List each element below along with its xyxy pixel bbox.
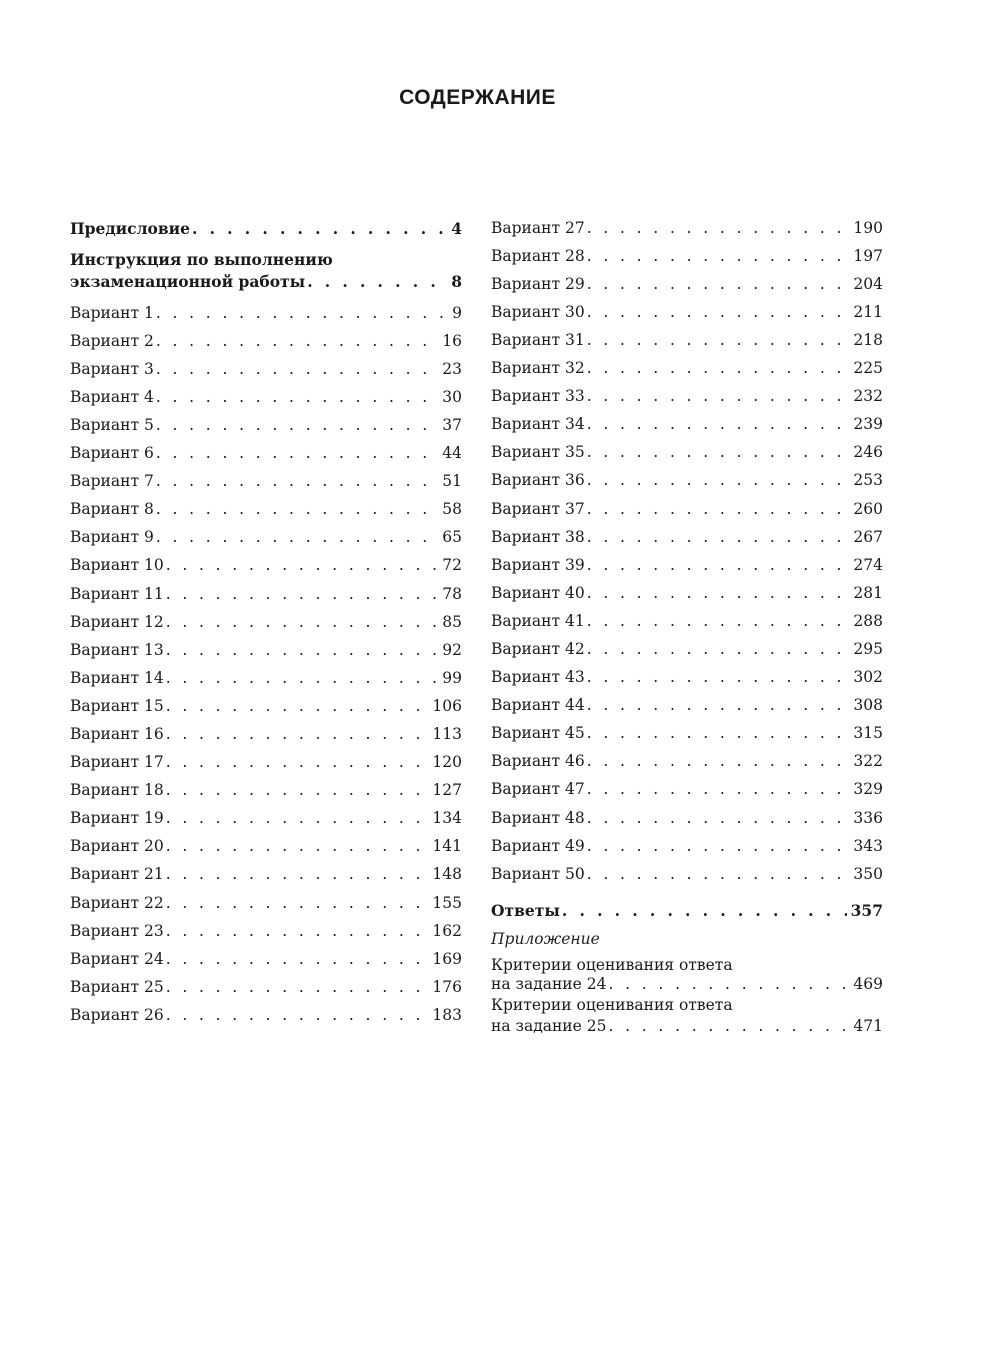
- toc-entry-label: Вариант 39: [491, 555, 585, 574]
- toc-entry-page: 78: [442, 584, 462, 603]
- toc-entry-page: 274: [853, 555, 883, 574]
- leader-dots: [587, 867, 850, 883]
- toc-entry-variant[interactable]: [70, 658, 462, 686]
- toc-entry-page: 9: [452, 303, 462, 322]
- leader-dots: [587, 249, 850, 265]
- toc-entry-page: 232: [853, 387, 883, 406]
- leader-dots: [166, 1008, 429, 1024]
- toc-entry-variant[interactable]: [70, 714, 462, 742]
- toc-entry-page: 302: [853, 668, 883, 687]
- toc-entry-page: 4: [451, 218, 462, 238]
- toc-entry-label: Вариант 36: [491, 471, 585, 490]
- toc-entry-label: Вариант 10: [70, 556, 164, 575]
- toc-entry-page: 72: [442, 556, 462, 575]
- toc-entry-label: Вариант 38: [491, 527, 585, 546]
- toc-entry-variant[interactable]: [491, 236, 883, 264]
- toc-entry-page: 155: [432, 893, 462, 912]
- leader-dots: [587, 389, 850, 405]
- toc-entry-page: 315: [853, 724, 883, 743]
- leader-dots: [166, 811, 429, 827]
- toc-entry-label: Вариант 5: [70, 415, 154, 434]
- toc-entry-page: 92: [442, 640, 462, 659]
- toc-entry-label: Вариант 6: [70, 444, 154, 463]
- toc-entry-page: 44: [442, 444, 462, 463]
- toc-entry-label: Вариант 20: [70, 837, 164, 856]
- leader-dots: [156, 334, 438, 350]
- toc-entry-page: 8: [451, 271, 462, 291]
- toc-entry-variant[interactable]: [70, 349, 462, 377]
- leader-dots: [587, 754, 850, 770]
- toc-entry-variant[interactable]: [491, 405, 883, 433]
- toc-entry-label: Вариант 25: [70, 977, 164, 996]
- toc-entry-variant[interactable]: [70, 405, 462, 433]
- leader-dots: [587, 698, 850, 714]
- toc-entry-variant[interactable]: [70, 939, 462, 967]
- toc-entry-label: Вариант 34: [491, 415, 585, 434]
- toc-entry-label: Вариант 31: [491, 330, 585, 349]
- toc-entry-label-line1: Инструкция по выполнению: [70, 249, 333, 269]
- toc-entry-page: 58: [442, 500, 462, 519]
- toc-entry-label: Вариант 26: [70, 1005, 164, 1024]
- toc-entry-variant[interactable]: [70, 855, 462, 883]
- leader-dots: [587, 839, 850, 855]
- toc-entry-variant[interactable]: [70, 518, 462, 546]
- toc-entry-preface[interactable]: [70, 208, 462, 236]
- toc-entry-page: 190: [853, 218, 883, 237]
- toc-entry-label: Вариант 16: [70, 725, 164, 743]
- leader-dots: [166, 727, 429, 743]
- toc-entry-variant[interactable]: [70, 995, 462, 1023]
- toc-entry-label: Вариант 7: [70, 472, 154, 491]
- toc-entry-label: Предисловие: [70, 218, 190, 238]
- toc-entry-label: Вариант 14: [70, 668, 164, 687]
- toc-entry-label-line1: Критерии оценивания ответа: [491, 955, 733, 974]
- toc-entry-label: Вариант 30: [491, 302, 585, 321]
- leader-dots: [587, 642, 850, 658]
- toc-entry-label: Вариант 17: [70, 753, 164, 772]
- toc-entry-variant[interactable]: [70, 546, 462, 574]
- appendix-heading: Приложение: [491, 930, 600, 949]
- toc-entry-instruction[interactable]: [70, 248, 462, 289]
- toc-entry-variant[interactable]: [70, 827, 462, 855]
- toc-entry-page: 204: [853, 274, 883, 293]
- toc-entry-label: Вариант 18: [70, 781, 164, 800]
- toc-entry-label: Вариант 9: [70, 528, 154, 547]
- leader-dots: [166, 671, 439, 687]
- toc-entry-appendix-24[interactable]: [491, 954, 883, 992]
- toc-entry-label: Вариант 22: [70, 893, 164, 912]
- leader-dots: [156, 502, 438, 518]
- toc-entry-page: 51: [442, 472, 462, 491]
- toc-entry-page: 183: [432, 1005, 462, 1024]
- leader-dots: [587, 811, 850, 827]
- toc-entry-variant[interactable]: [491, 208, 883, 236]
- leader-dots: [587, 558, 850, 574]
- toc-entry-label: Вариант 41: [491, 611, 585, 630]
- toc-entry-variant[interactable]: [70, 574, 462, 602]
- leader-dots: [166, 783, 429, 799]
- toc-entry-label-line2: на задание 25: [491, 1016, 607, 1035]
- leader-dots: [587, 614, 850, 630]
- leader-dots: [587, 445, 850, 461]
- toc-entry-page: 267: [853, 527, 883, 546]
- leader-dots: [166, 643, 439, 659]
- toc-entry-page: 99: [442, 668, 462, 687]
- toc-entry-page: 65: [442, 528, 462, 547]
- leader-dots: [166, 699, 429, 715]
- toc-entry-label: Вариант 3: [70, 359, 154, 378]
- toc-entry-label: Вариант 23: [70, 921, 164, 940]
- toc-entry-label: Вариант 2: [70, 331, 154, 350]
- toc-variant-list-left: [70, 293, 462, 1023]
- leader-dots: [166, 980, 429, 996]
- toc-right-column: [491, 208, 883, 1034]
- toc-entry-variant[interactable]: [491, 658, 883, 686]
- toc-entry-label: Вариант 47: [491, 780, 585, 799]
- leader-dots: [192, 221, 447, 237]
- toc-entry-answers[interactable]: [491, 890, 883, 918]
- toc-entry-label: Вариант 21: [70, 865, 164, 884]
- toc-entry-variant[interactable]: [491, 573, 883, 601]
- toc-entry-page: 308: [853, 696, 883, 715]
- leader-dots: [166, 587, 439, 603]
- toc-variant-list-right: [491, 208, 883, 882]
- toc-entry-variant[interactable]: [70, 490, 462, 518]
- toc-entry-page: 343: [853, 836, 883, 855]
- leader-dots: [156, 362, 438, 378]
- toc-entry-variant[interactable]: [70, 602, 462, 630]
- leader-dots: [156, 306, 448, 322]
- leader-dots: [307, 274, 447, 290]
- toc-entry-label: Вариант 12: [70, 612, 164, 631]
- leader-dots: [156, 390, 438, 406]
- leader-dots: [166, 924, 429, 940]
- leader-dots: [587, 277, 850, 293]
- leader-dots: [156, 446, 438, 462]
- toc-entry-label: Вариант 24: [70, 949, 164, 968]
- leader-dots: [587, 502, 850, 518]
- toc-entry-label: Вариант 37: [491, 499, 585, 518]
- toc-entry-label: Вариант 4: [70, 387, 154, 406]
- toc-entry-page: 260: [853, 499, 883, 518]
- toc-entry-label: Вариант 49: [491, 836, 585, 855]
- toc-entry-page: 30: [442, 387, 462, 406]
- leader-dots: [166, 867, 429, 883]
- toc-entry-label: Вариант 27: [491, 218, 585, 237]
- toc-entry-label: Вариант 29: [491, 274, 585, 293]
- leader-dots: [166, 615, 439, 631]
- toc-entry-appendix-25[interactable]: [491, 994, 883, 1034]
- toc-entry-label: Вариант 43: [491, 668, 585, 687]
- toc-entry-page: 469: [853, 974, 883, 993]
- toc-entry-label: Вариант 1: [70, 303, 154, 322]
- toc-entry-page: 336: [853, 808, 883, 827]
- toc-entry-label: Вариант 11: [70, 584, 164, 603]
- leader-dots: [587, 221, 850, 237]
- toc-entry-page: 23: [442, 359, 462, 378]
- toc-entry-variant[interactable]: [491, 320, 883, 348]
- toc-entry-label: Вариант 35: [491, 443, 585, 462]
- toc-entry-variant[interactable]: [70, 799, 462, 827]
- toc-entry-variant[interactable]: [491, 489, 883, 517]
- toc-entry-label: Вариант 50: [491, 864, 585, 883]
- toc-entry-variant[interactable]: [70, 771, 462, 799]
- leader-dots: [562, 903, 847, 919]
- toc-entry-page: 148: [432, 865, 462, 884]
- toc-entry-label-line1: Критерии оценивания ответа: [491, 995, 733, 1014]
- toc-entry-variant[interactable]: [491, 545, 883, 573]
- toc-entry-variant[interactable]: [491, 601, 883, 629]
- leader-dots: [587, 305, 850, 321]
- toc-entry-label-line2: экзаменационной работы: [70, 271, 306, 291]
- toc-entry-variant[interactable]: [491, 742, 883, 770]
- toc-entry-variant[interactable]: [70, 911, 462, 939]
- leader-dots: [608, 977, 849, 993]
- toc-entry-page: 120: [432, 753, 462, 772]
- toc-entry-label: Вариант 15: [70, 696, 164, 715]
- leader-dots: [156, 474, 438, 490]
- toc-entry-page: 134: [432, 809, 462, 828]
- toc-entry-label: Вариант 28: [491, 246, 585, 265]
- toc-entry-page: 322: [853, 752, 883, 771]
- toc-entry-page: 295: [853, 640, 883, 658]
- toc-entry-label: Вариант 19: [70, 809, 164, 828]
- leader-dots: [156, 530, 438, 546]
- toc-entry-page: 141: [432, 837, 462, 856]
- toc-entry-variant[interactable]: [491, 264, 883, 292]
- toc-entry-label: Вариант 13: [70, 640, 164, 659]
- toc-entry-page: 211: [853, 302, 883, 321]
- toc-entry-variant[interactable]: [491, 292, 883, 320]
- toc-entry-label: Вариант 33: [491, 387, 585, 406]
- toc-entry-label: Вариант 8: [70, 500, 154, 519]
- toc-entry-page: 357: [850, 900, 883, 920]
- toc-entry-page: 197: [853, 246, 883, 265]
- toc-entry-page: 37: [442, 415, 462, 434]
- toc-entry-page: 106: [432, 696, 462, 715]
- toc-entry-label-line2: на задание 24: [491, 974, 607, 993]
- toc-entry-variant[interactable]: [491, 517, 883, 545]
- toc-entry-page: 218: [853, 330, 883, 349]
- leader-dots: [587, 586, 850, 602]
- toc-entry-page: 16: [442, 331, 462, 350]
- toc-entry-page: 246: [853, 443, 883, 462]
- toc-entry-page: 85: [442, 612, 462, 631]
- toc-entry-variant[interactable]: [491, 377, 883, 405]
- toc-entry-variant[interactable]: [70, 743, 462, 771]
- toc-entry-variant[interactable]: [491, 348, 883, 376]
- toc-entry-page: 350: [853, 864, 883, 883]
- toc-entry-variant[interactable]: [491, 770, 883, 798]
- toc-entry-variant[interactable]: [70, 321, 462, 349]
- toc-entry-page: 176: [432, 977, 462, 996]
- toc-entry-variant[interactable]: [491, 461, 883, 489]
- toc-entry-variant[interactable]: [491, 826, 883, 854]
- toc-entry-page: 329: [853, 780, 883, 799]
- leader-dots: [587, 782, 850, 798]
- leader-dots: [587, 417, 850, 433]
- toc-entry-page: 113: [432, 725, 462, 743]
- toc-entry-page: 253: [853, 471, 883, 490]
- toc-entry-page: 162: [432, 921, 462, 940]
- toc-entry-variant[interactable]: [491, 854, 883, 882]
- leader-dots: [166, 755, 429, 771]
- toc-entry-variant[interactable]: [70, 967, 462, 995]
- toc-entry-variant[interactable]: [491, 433, 883, 461]
- leader-dots: [587, 530, 850, 546]
- toc-entry-label: Вариант 46: [491, 752, 585, 771]
- toc-entry-page: 169: [432, 949, 462, 968]
- toc-entry-variant[interactable]: [70, 462, 462, 490]
- toc-entry-label: Вариант 32: [491, 359, 585, 378]
- toc-entry-variant[interactable]: [70, 883, 462, 911]
- toc-entry-variant[interactable]: [70, 686, 462, 714]
- leader-dots: [166, 558, 439, 574]
- toc-entry-label: Вариант 40: [491, 583, 585, 602]
- toc-entry-variant[interactable]: [70, 630, 462, 658]
- toc-entry-variant[interactable]: [70, 377, 462, 405]
- leader-dots: [587, 726, 850, 742]
- toc-entry-page: 288: [853, 611, 883, 630]
- toc-entry-label: Ответы: [491, 900, 560, 920]
- toc-entry-variant[interactable]: [491, 629, 883, 657]
- leader-dots: [166, 952, 429, 968]
- toc-entry-page: 281: [853, 583, 883, 602]
- toc-entry-page: 239: [853, 415, 883, 434]
- toc-entry-label: Вариант 48: [491, 808, 585, 827]
- toc-entry-page: 225: [853, 359, 883, 378]
- leader-dots: [166, 896, 429, 912]
- leader-dots: [608, 1019, 849, 1035]
- toc-entry-variant[interactable]: [70, 293, 462, 321]
- toc-entry-label: Вариант 44: [491, 696, 585, 715]
- toc-entry-label: Вариант 42: [491, 640, 585, 658]
- leader-dots: [587, 670, 850, 686]
- page-title: СОДЕРЖАНИЕ: [399, 86, 556, 109]
- toc-entry-page: 471: [853, 1016, 883, 1035]
- toc-entry-variant[interactable]: [491, 686, 883, 714]
- toc-entry-variant[interactable]: [491, 714, 883, 742]
- leader-dots: [587, 361, 850, 377]
- toc-entry-label: Вариант 45: [491, 724, 585, 743]
- leader-dots: [166, 839, 429, 855]
- toc-left-column: [70, 208, 462, 1023]
- leader-dots: [587, 333, 850, 349]
- leader-dots: [156, 418, 438, 434]
- toc-entry-page: 127: [432, 781, 462, 800]
- toc-entry-variant[interactable]: [70, 433, 462, 461]
- leader-dots: [587, 473, 850, 489]
- toc-entry-variant[interactable]: [491, 798, 883, 826]
